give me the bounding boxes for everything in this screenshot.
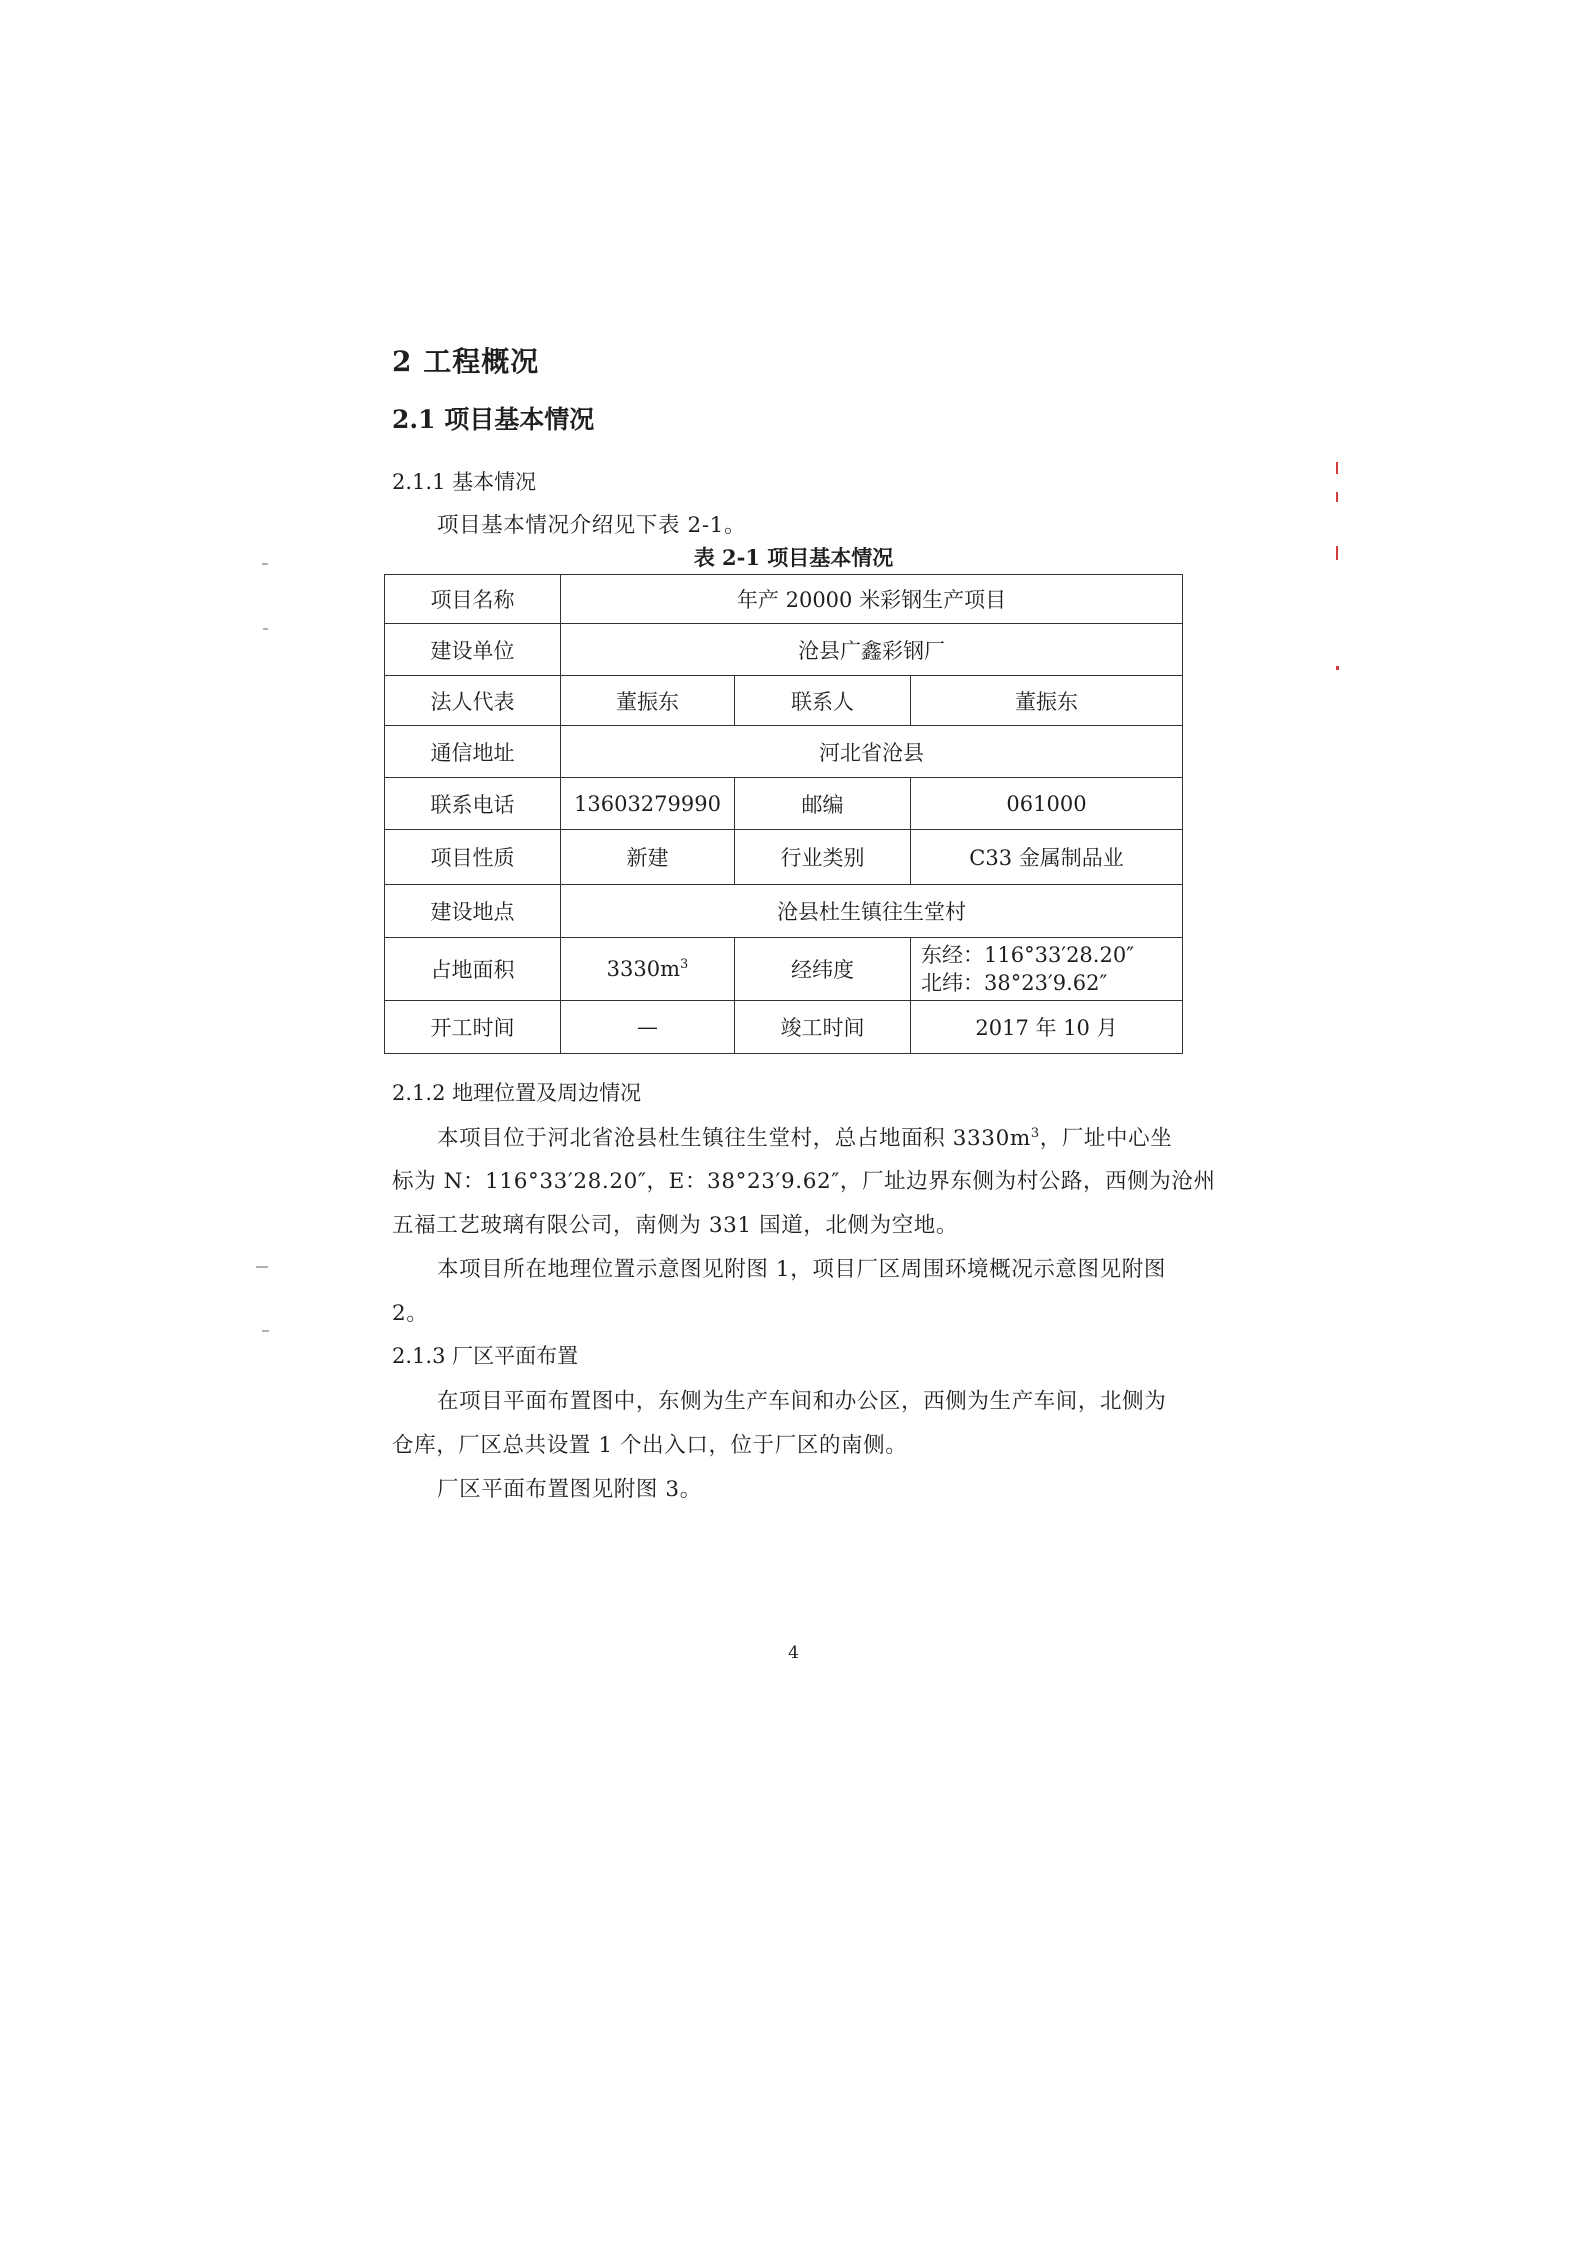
cell-label: 经纬度 (735, 938, 911, 1001)
cell-label: 占地面积 (385, 938, 561, 1001)
cell-value: 年产 20000 米彩钢生产项目 (561, 575, 1183, 624)
cell-value: 2017 年 10 月 (911, 1001, 1183, 1054)
cell-value-coordinates (911, 938, 1183, 1001)
cell-value: C33 金属制品业 (911, 830, 1183, 885)
cell-value: 13603279990 (561, 778, 735, 830)
subsection-heading-location: 2.1.2 地理位置及周边情况 (392, 1081, 642, 1105)
text-run: 本项目位于河北省沧县杜生镇往生堂村，总占地面积 3330m (437, 1126, 1031, 1151)
subsection-heading-layout: 2.1.3 厂区平面布置 (392, 1344, 579, 1368)
intro-paragraph: 项目基本情况介绍见下表 2-1。 (437, 513, 747, 538)
cell-label: 法人代表 (385, 676, 561, 726)
layout-paragraph-line: 在项目平面布置图中，东侧为生产车间和办公区，西侧为生产车间，北侧为 (437, 1389, 1167, 1414)
table-row (385, 778, 1183, 830)
text-run: ，厂址中心坐 (1039, 1126, 1173, 1151)
scan-speck (262, 563, 268, 565)
cell-label: 建设地点 (385, 885, 561, 938)
table-row (385, 830, 1183, 885)
table-row (385, 676, 1183, 726)
table-row (385, 938, 1183, 1001)
area-value: 3330m (606, 957, 681, 981)
scan-speck (1336, 546, 1338, 560)
cell-value-area (561, 938, 735, 1001)
cell-label: 联系电话 (385, 778, 561, 830)
table-row (385, 885, 1183, 938)
cell-label: 项目名称 (385, 575, 561, 624)
location-paragraph-line (437, 1121, 1172, 1152)
scan-speck (1336, 492, 1338, 502)
cell-value: 董振东 (561, 676, 735, 726)
cell-label: 通信地址 (385, 726, 561, 778)
figure-reference-line: 2。 (392, 1301, 429, 1326)
cell-label: 行业类别 (735, 830, 911, 885)
table-row (385, 1001, 1183, 1054)
location-paragraph-line: 五福工艺玻璃有限公司，南侧为 331 国道，北侧为空地。 (392, 1213, 959, 1238)
table-row (385, 726, 1183, 778)
cell-label: 开工时间 (385, 1001, 561, 1054)
east-longitude: 东经：116°33′28.20″ (921, 943, 1135, 967)
scan-speck (256, 1266, 268, 1268)
area-unit-superscript: 3 (680, 957, 689, 972)
location-paragraph-line: 标为 N：116°33′28.20″，E：38°23′9.62″，厂址边界东侧为村公路，西侧为沧州 (392, 1169, 1216, 1194)
figure-reference-line: 本项目所在地理位置示意图见附图 1，项目厂区周围环境概况示意图见附图 (437, 1257, 1166, 1282)
page-number: 4 (788, 1643, 799, 1663)
cell-value: 董振东 (911, 676, 1183, 726)
cell-label: 竣工时间 (735, 1001, 911, 1054)
subsection-heading-basic: 2.1.1 基本情况 (392, 470, 537, 494)
table-row (385, 575, 1183, 624)
scan-speck (262, 1330, 269, 1332)
cell-label: 项目性质 (385, 830, 561, 885)
cell-value: 061000 (911, 778, 1183, 830)
layout-paragraph-line: 仓库，厂区总共设置 1 个出入口，位于厂区的南侧。 (392, 1433, 908, 1458)
cell-label: 联系人 (735, 676, 911, 726)
scan-speck (1336, 462, 1338, 474)
cell-label: 建设单位 (385, 624, 561, 676)
north-latitude: 北纬：38°23′9.62″ (921, 971, 1108, 995)
cell-value: 河北省沧县 (561, 726, 1183, 778)
chapter-heading: 2 工程概况 (392, 345, 540, 378)
table-caption: 表 2-1 项目基本情况 (693, 545, 894, 570)
cell-value: 新建 (561, 830, 735, 885)
table-row (385, 624, 1183, 676)
cell-value: 沧县杜生镇往生堂村 (561, 885, 1183, 938)
cell-label: 邮编 (735, 778, 911, 830)
scan-speck (1336, 666, 1339, 670)
superscript: 3 (1030, 1125, 1040, 1141)
section-heading: 2.1 项目基本情况 (392, 405, 595, 434)
scan-speck (263, 628, 268, 630)
layout-paragraph-line: 厂区平面布置图见附图 3。 (437, 1477, 702, 1502)
project-info-table (384, 574, 1183, 1054)
cell-value: — (561, 1001, 735, 1054)
cell-value: 沧县广鑫彩钢厂 (561, 624, 1183, 676)
